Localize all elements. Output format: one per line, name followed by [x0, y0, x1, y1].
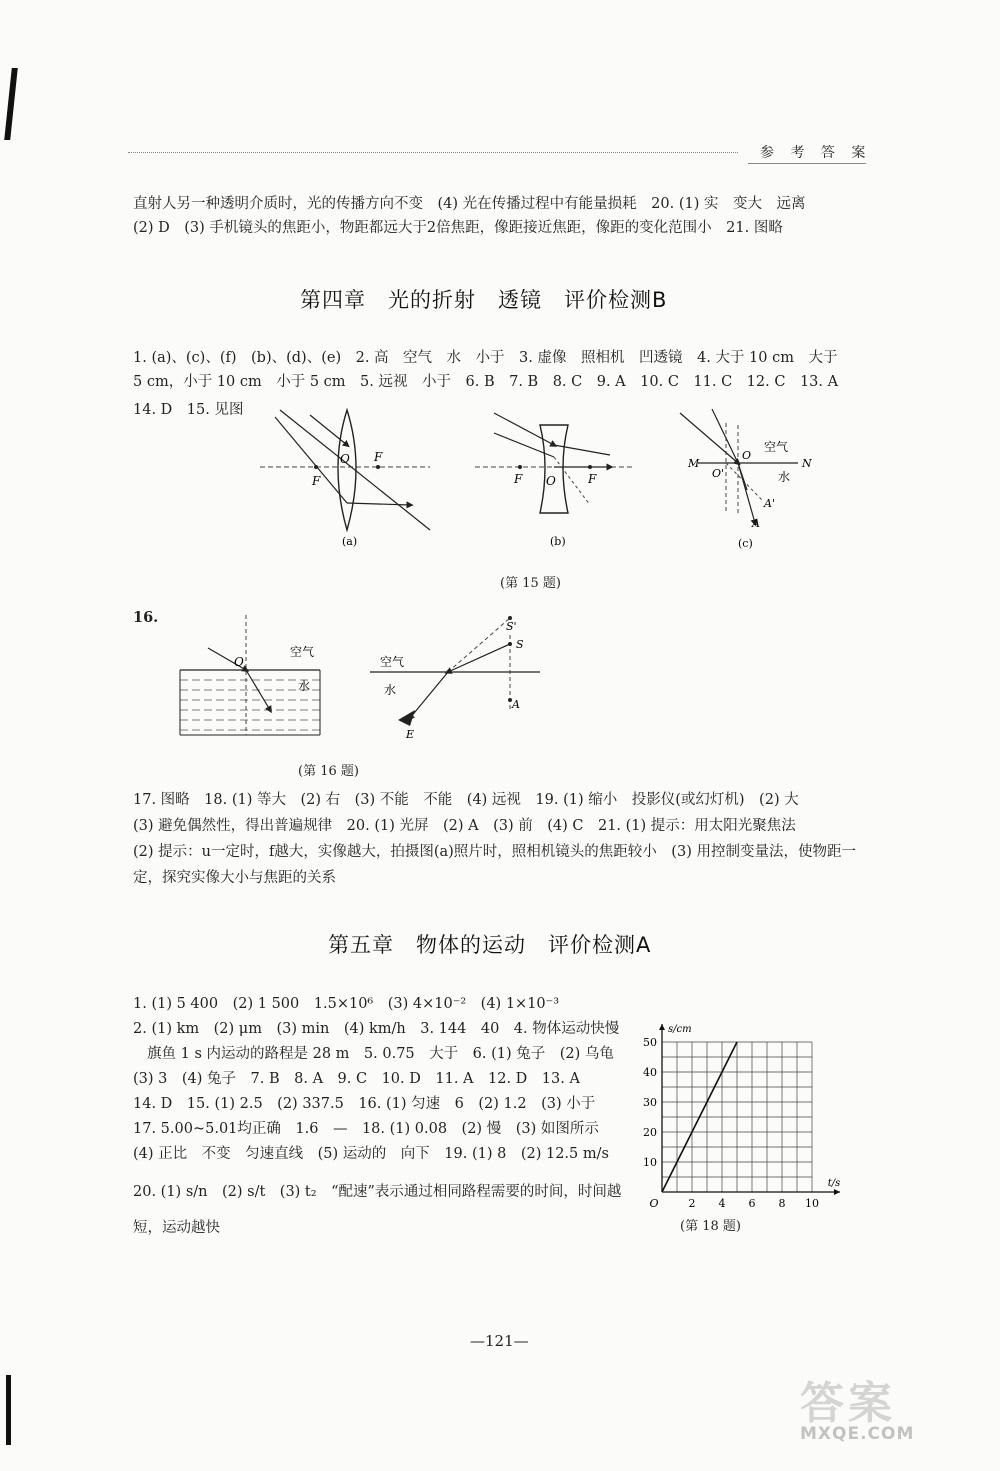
- fig15a-label-o: O: [340, 452, 350, 466]
- ch4-after-line-2: (3) 避免偶然性，得出普遍规律 20. (1) 光屏 (2) A (3) 前 (4) C 21. (1) 提示：用太阳光聚焦法: [133, 818, 796, 834]
- fig16-label-s-prime: S': [506, 620, 517, 633]
- fig15b-label-o: O: [546, 474, 556, 488]
- fig15c-label-m: M: [688, 457, 700, 470]
- fig15b-label-f-right: F: [588, 472, 597, 486]
- chart-grid: [662, 1042, 812, 1192]
- fig15a-convex-lens: [260, 410, 430, 548]
- fig15c-label-a: A: [752, 517, 760, 530]
- fig15b-caption: (b): [550, 535, 566, 548]
- fig15c-label-air: 空气: [764, 440, 789, 454]
- watermark-logo: 答案 MXQE.COM: [800, 1378, 980, 1448]
- fig15c-label-water: 水: [778, 470, 791, 484]
- y-axis-label: s/cm: [668, 1024, 692, 1035]
- fig16-label-air-right: 空气: [380, 655, 405, 669]
- fig15a-caption: (a): [342, 535, 358, 548]
- figure-15: [250, 405, 830, 565]
- intro-line-2: (2) D (3) 手机镜头的焦距小，物距都远大于2倍焦距，像距接近焦距，像距的变化范围小 21. 图略: [133, 220, 783, 236]
- fig16-label-air-left: 空气: [290, 645, 315, 659]
- y-tick-label: 20: [643, 1126, 657, 1139]
- x-axis-label: t/s: [827, 1178, 841, 1189]
- ch5-line-2: 2. (1) km (2) μm (3) min (4) km/h 3. 144 40 4. 物体运动快慢: [133, 1021, 620, 1037]
- fig16-label-s: S: [516, 638, 524, 651]
- header-rule-under: [748, 163, 866, 164]
- y-tick-label: 30: [643, 1096, 657, 1109]
- ch4-line-2: 5 cm，小于 10 cm 小于 5 cm 5. 远视 小于 6. B 7. B 8. C 9. A 10. C 11. C 12. C 13. A: [133, 374, 839, 390]
- ch5-line-3: 旗鱼 1 s 内运动的路程是 28 m 5. 0.75 大于 6. (1) 兔子 (2) 乌龟: [147, 1046, 614, 1062]
- fig15a-label-f-left: F: [312, 474, 321, 488]
- chart-caption: (第 18 题): [680, 1219, 741, 1234]
- fig15b-label-f-left: F: [514, 472, 523, 486]
- header-rule: [128, 152, 738, 153]
- y-tick-label: 50: [643, 1036, 657, 1049]
- ch5-line-4: (3) 3 (4) 兔子 7. B 8. A 9. C 10. D 11. A 12. D 13. A: [133, 1071, 580, 1087]
- fig15a-label-f-right: F: [374, 450, 383, 464]
- x-tick-label: 10: [805, 1197, 819, 1210]
- header-label: 参 考 答 案: [760, 145, 872, 161]
- margin-mark-top: [4, 68, 18, 140]
- y-tick-label: 40: [643, 1066, 657, 1079]
- fig15-caption: (第 15 题): [500, 576, 561, 591]
- fig16-left: [180, 615, 320, 735]
- x-axis-arrow: [834, 1189, 840, 1195]
- y-tick-label: 10: [643, 1156, 657, 1169]
- chart-axes: [659, 1024, 840, 1195]
- ch4-after-line-4: 定，探究实像大小与焦距的关系: [133, 870, 336, 886]
- y-axis-arrow: [659, 1024, 665, 1030]
- fig15c-caption: (c): [738, 537, 753, 550]
- page-number: —121—: [470, 1332, 529, 1350]
- x-tick-label: 6: [748, 1197, 756, 1210]
- ch5-line-7: (4) 正比 不变 匀速直线 (5) 运动的 向下 19. (1) 8 (2) 12.5 m/s: [133, 1146, 609, 1162]
- ch5-line-6: 17. 5.00~5.01均正确 1.6 — 18. (1) 0.08 (2) 慢 (3) 如图所示: [133, 1121, 599, 1137]
- chapter5-title: 第五章 物体的运动 评价检测A: [328, 933, 652, 957]
- fig16-label-e: E: [406, 728, 415, 741]
- fig16-label-o: O: [234, 655, 244, 669]
- chapter4-title: 第四章 光的折射 透镜 评价检测B: [300, 288, 668, 312]
- intro-line-1: 直射人另一种透明介质时，光的传播方向不变 (4) 光在传播过程中有能量损耗 20. (1) 实 变大 远离: [133, 196, 806, 212]
- fig15c-refraction: [680, 409, 812, 550]
- fig16-caption: (第 16 题): [298, 764, 359, 779]
- q16-number: 16.: [133, 609, 159, 626]
- fig15c-label-o-prime: O': [712, 467, 725, 480]
- x-tick-label: 8: [778, 1197, 786, 1210]
- fig16-label-water-left: 水: [298, 679, 311, 693]
- figure-16: [170, 610, 550, 760]
- fig16-label-a: A: [512, 698, 520, 711]
- ch4-line-1: 1. (a)、(c)、(f) (b)、(d)、(e) 2. 高 空气 水 小于 3. 虚像 照相机 凹透镜 4. 大于 10 cm 大于: [133, 350, 838, 366]
- ch5-line-1: 1. (1) 5 400 (2) 1 500 1.5×10⁶ (3) 4×10⁻² (4) 1×10⁻³: [133, 996, 560, 1012]
- fig15c-label-n: N: [802, 457, 812, 470]
- origin-label: O: [649, 1197, 659, 1210]
- margin-mark-bottom: [6, 1375, 11, 1445]
- fig16-label-water-right: 水: [384, 683, 397, 697]
- fig16-right: [370, 616, 540, 741]
- ch5-line-9: 短，运动越快: [133, 1220, 220, 1236]
- fig15c-label-a-prime: A': [764, 497, 775, 510]
- ch5-line-5: 14. D 15. (1) 2.5 (2) 337.5 16. (1) 匀速 6 (2) 1.2 (3) 小于: [133, 1096, 596, 1112]
- ch4-after-line-1: 17. 图略 18. (1) 等大 (2) 右 (3) 不能 不能 (4) 远视 19. (1) 缩小 投影仪(或幻灯机) (2) 大: [133, 792, 799, 808]
- x-tick-label: 2: [688, 1197, 696, 1210]
- x-tick-label: 4: [718, 1197, 726, 1210]
- fig15b-concave-lens: [475, 413, 635, 548]
- watermark-text: MXQE.COM: [800, 1424, 915, 1444]
- ch5-line-8: 20. (1) s/n (2) s/t (3) t₂ “配速”表示通过相同路程需要的时间，时间越: [133, 1184, 622, 1200]
- ch4-after-line-3: (2) 提示：u一定时，f越大，实像越大，拍摄图(a)照片时，照相机镜头的焦距较小 (3) 用控制变量法，使物距一: [133, 844, 856, 860]
- fig15c-label-o: O: [742, 449, 752, 462]
- ch4-line-3: 14. D 15. 见图: [133, 402, 244, 418]
- s-t-chart: [640, 1016, 860, 1216]
